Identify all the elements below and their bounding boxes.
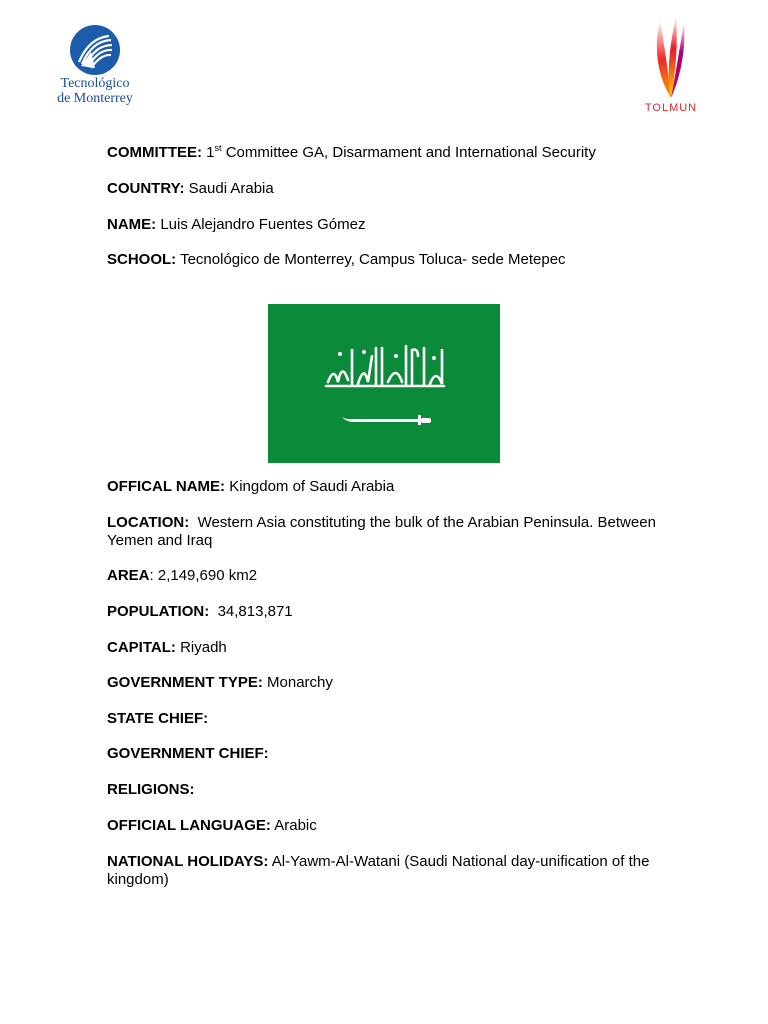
location-value: Western Asia constituting the bulk of the Arabian Peninsula. Between Yemen and Iraq [107, 514, 656, 549]
population-label: POPULATION: [107, 603, 210, 620]
saudi-flag-icon [268, 304, 500, 463]
area-label: AREA [107, 567, 150, 584]
population-value: 34,813,871 [217, 603, 293, 620]
capital-row [107, 639, 227, 657]
capital-label: CAPITAL: [107, 639, 176, 656]
school-row [107, 251, 566, 269]
tolmun-logo-text: TOLMUN [644, 102, 698, 114]
population-row [107, 603, 293, 621]
name-row [107, 216, 365, 234]
government-type-row [107, 674, 333, 692]
national-holidays-row [107, 853, 677, 889]
official-language-row [107, 817, 317, 835]
official-name-value: Kingdom of Saudi Arabia [229, 478, 395, 495]
state-chief-label: STATE CHIEF: [107, 710, 209, 727]
national-holidays-label: NATIONAL HOLIDAYS: [107, 853, 269, 870]
committee-label: COMMITTEE: [107, 144, 202, 161]
official-language-value: Arabic [274, 817, 317, 834]
official-name-row [107, 478, 394, 496]
committee-number: 1 [206, 144, 215, 161]
tec-monterrey-logo [50, 24, 140, 114]
school-label: SCHOOL: [107, 251, 177, 268]
tolmun-flame-icon [646, 14, 696, 100]
committee-row [107, 144, 596, 162]
state-chief-row [107, 710, 208, 728]
location-row [107, 514, 677, 550]
committee-value: Committee GA, Disarmament and International Security [221, 144, 596, 161]
country-value: Saudi Arabia [188, 180, 274, 197]
tec-logo-line2: de Monterrey [57, 91, 133, 106]
name-label: NAME: [107, 216, 157, 233]
religions-row [107, 781, 195, 799]
official-name-label: OFFICAL NAME: [107, 478, 226, 495]
religions-label: RELIGIONS: [107, 781, 195, 798]
area-value: : 2,149,690 km2 [149, 567, 258, 584]
area-row [107, 567, 257, 585]
saudi-arabia-flag [268, 304, 500, 463]
tec-logo-line1: Tecnológico [60, 76, 130, 91]
tolmun-logo [634, 14, 708, 118]
tec-monterrey-emblem-icon [69, 24, 121, 76]
name-value: Luis Alejandro Fuentes Gómez [160, 216, 366, 233]
country-row [107, 180, 274, 198]
official-language-label: OFFICIAL LANGUAGE: [107, 817, 271, 834]
government-type-value: Monarchy [267, 674, 333, 691]
government-chief-row [107, 745, 269, 763]
national-holidays-value: Al-Yawm-Al-Watani (Saudi National day-unification of the kingdom) [107, 853, 650, 888]
committee-suffix: st [214, 143, 222, 153]
location-label: LOCATION: [107, 514, 190, 531]
country-label: COUNTRY: [107, 180, 185, 197]
government-type-label: GOVERNMENT TYPE: [107, 674, 263, 691]
government-chief-label: GOVERNMENT CHIEF: [107, 745, 269, 762]
capital-value: Riyadh [180, 639, 227, 656]
school-value: Tecnológico de Monterrey, Campus Toluca- sede Metepec [180, 251, 566, 268]
